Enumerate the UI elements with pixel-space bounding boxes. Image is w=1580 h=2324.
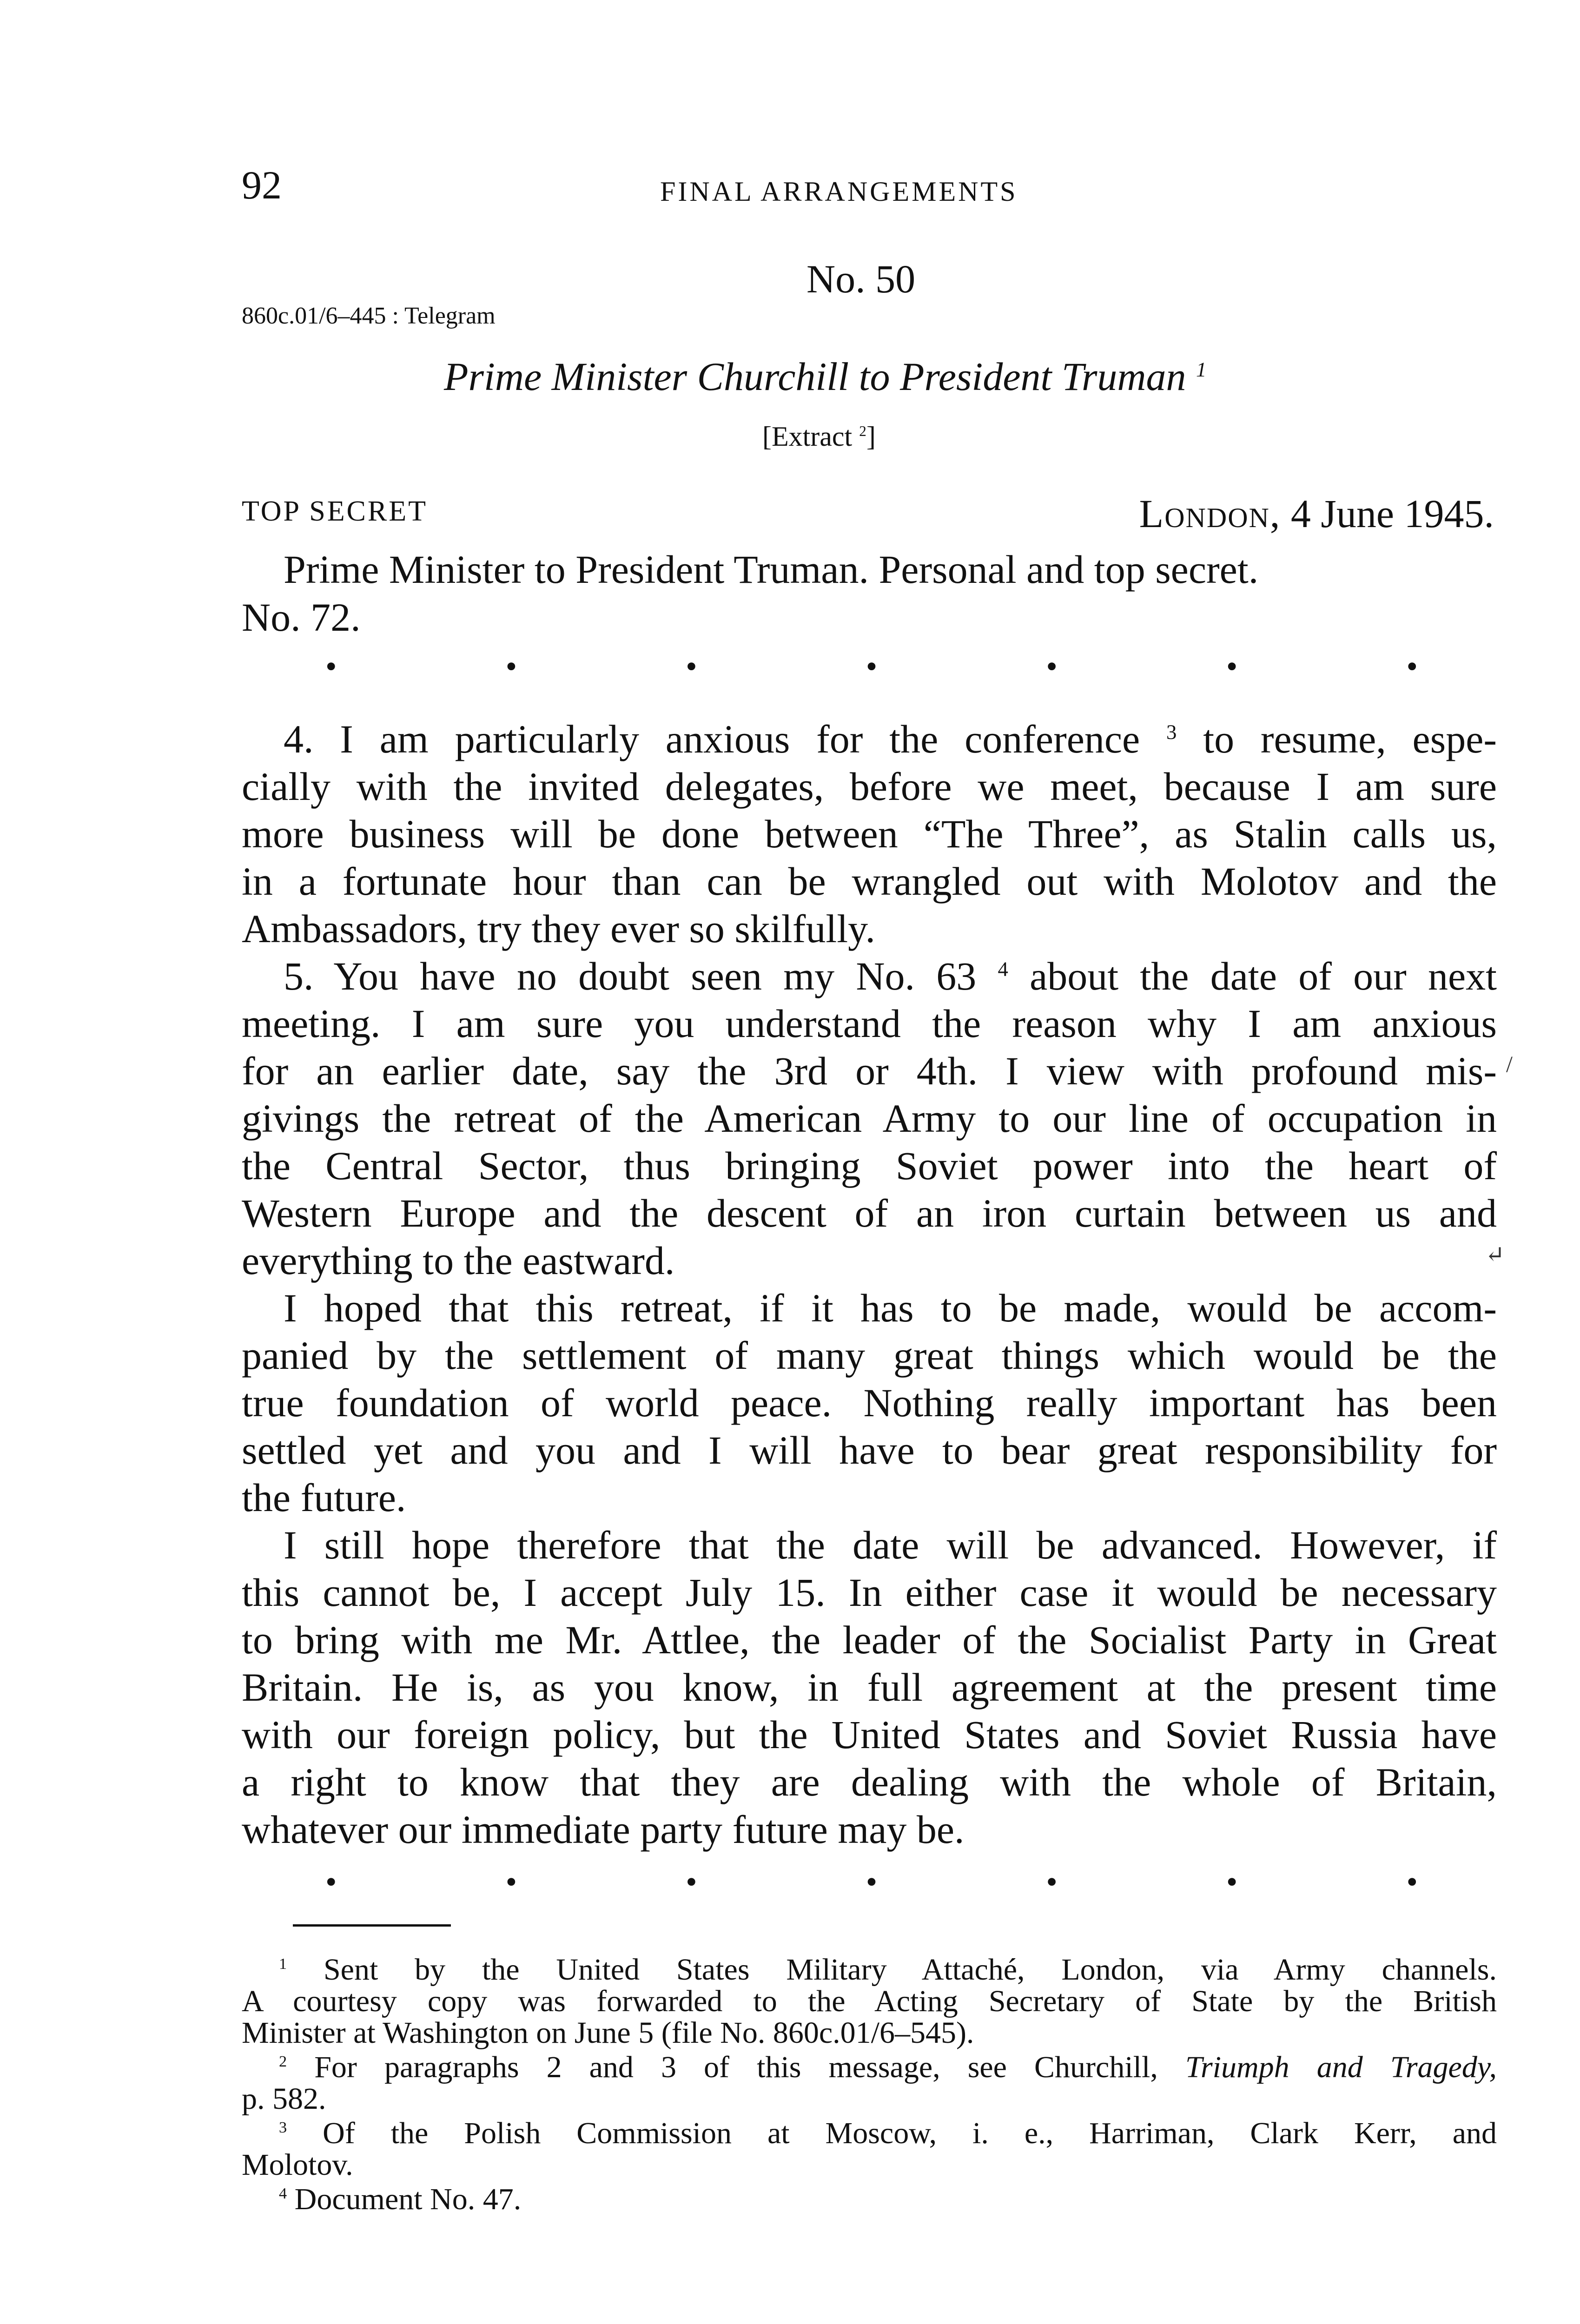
margin-mark: /	[1506, 1051, 1513, 1077]
footnote-rule	[293, 1924, 451, 1927]
footnote-2-line-1	[279, 2050, 1497, 2085]
footnote-marker: 2	[279, 2053, 287, 2070]
paragraph-5-line-5: the Central Sector, thus bringing Soviet power into the heart of	[242, 1143, 1497, 1188]
paragraph-7-line-2: this cannot be, I accept July 15. In either case it would be necessary	[242, 1570, 1497, 1615]
paragraph-4-line-3: more business will be done between “The Three”, as Stalin calls us,	[242, 812, 1497, 856]
text: Sent by the United States Military Attaché, London, via Army channels.	[287, 1953, 1497, 1987]
paragraph-5-line-4: givings the retreat of the American Army to our line of occupation in	[242, 1096, 1497, 1141]
footnote-3-line-2: Molotov.	[242, 2148, 353, 2182]
document-number: No. 50	[807, 257, 916, 301]
ellipsis-row-bottom	[325, 1864, 1418, 1901]
document-heading	[444, 353, 1206, 400]
footnote-ref-3: 3	[1166, 720, 1177, 744]
margin-mark: ↵	[1485, 1241, 1505, 1268]
address-line: Prime Minister to President Truman. Personal and top secret.	[284, 547, 1259, 592]
page-number: 92	[242, 163, 282, 207]
footnote-ref-1: 1	[1196, 357, 1207, 381]
extract-label	[762, 421, 876, 453]
footnote-marker: 4	[279, 2185, 287, 2202]
paragraph-5-line-2: meeting. I am sure you understand the reason why I am anxious	[242, 1001, 1497, 1046]
extract-close: ]	[866, 421, 876, 452]
footnote-marker: 1	[279, 1955, 287, 1973]
footnote-ref-4: 4	[998, 957, 1008, 981]
ellipsis-dot: •	[686, 649, 697, 685]
paragraph-4-line-4: in a fortunate hour than can be wrangled out with Molotov and the	[242, 859, 1497, 904]
text: Of the Polish Commission at Moscow, i. e., Harriman, Clark Kerr, and	[287, 2116, 1497, 2150]
text: Document No. 47.	[287, 2182, 522, 2216]
extract-text: [Extract	[762, 421, 853, 452]
ellipsis-dot: •	[1406, 649, 1418, 685]
footnote-4-line-1	[279, 2182, 1534, 2217]
ellipsis-dot: •	[1046, 1864, 1058, 1900]
paragraph-5-line-7: everything to the eastward.	[242, 1238, 675, 1283]
footnote-1-line-2: A courtesy copy was forwarded to the Acting Secretary of State by the British	[242, 1984, 1497, 2018]
ellipsis-dot: •	[866, 649, 878, 685]
paragraph-6-line-2: panied by the settlement of many great things which would be the	[242, 1333, 1497, 1378]
place: London,	[1139, 491, 1281, 536]
ellipsis-dot: •	[1226, 649, 1238, 685]
message-number: No. 72.	[242, 595, 361, 640]
ellipsis-dot: •	[505, 1864, 517, 1900]
footnote-3-line-1	[279, 2116, 1497, 2151]
paragraph-5-line-3: for an earlier date, say the 3rd or 4th. I view with profound mis-	[242, 1049, 1497, 1093]
paragraph-7-line-6: a right to know that they are dealing with the whole of Britain,	[242, 1760, 1497, 1804]
footnote-1-line-3: Minister at Washington on June 5 (file No. 860c.01/6–545).	[242, 2016, 974, 2050]
ellipsis-dot: •	[325, 649, 337, 685]
paragraph-4-line-5: Ambassadors, try they ever so skilfully.	[242, 906, 876, 951]
paragraph-7-line-3: to bring with me Mr. Attlee, the leader of the Socialist Party in Great	[242, 1618, 1497, 1662]
ellipsis-dot: •	[1226, 1864, 1238, 1900]
paragraph-4-line-1	[284, 716, 1497, 762]
ellipsis-dot: •	[686, 1864, 697, 1900]
footnote-marker: 3	[279, 2119, 287, 2136]
paragraph-6-line-5: the future.	[242, 1475, 406, 1520]
book-title: Triumph and Tragedy,	[1185, 2050, 1497, 2084]
paragraph-4-line-2: cially with the invited delegates, before we meet, because I am sure	[242, 764, 1497, 809]
ellipsis-dot: •	[1046, 649, 1058, 685]
classification: TOP SECRET	[242, 495, 428, 527]
ellipsis-dot: •	[325, 1864, 337, 1900]
running-title: FINAL ARRANGEMENTS	[660, 176, 1018, 207]
text: For paragraphs 2 and 3 of this message, see Churchill,	[287, 2050, 1185, 2084]
date: 4 June 1945.	[1290, 491, 1494, 536]
ellipsis-dot: •	[1406, 1864, 1418, 1900]
paragraph-6-line-1: I hoped that this retreat, if it has to be made, would be accom-	[284, 1286, 1497, 1330]
ellipsis-dot: •	[866, 1864, 878, 1900]
place-date	[1139, 490, 1494, 537]
footnote-2-line-2: p. 582.	[242, 2082, 326, 2116]
paragraph-7-line-7: whatever our immediate party future may be.	[242, 1807, 965, 1852]
paragraph-5-line-6: Western Europe and the descent of an iron curtain between us and	[242, 1191, 1497, 1235]
text: 5. You have no doubt seen my No. 63	[284, 954, 977, 998]
footnote-1-line-1	[279, 1952, 1497, 1987]
paragraph-7-line-5: with our foreign policy, but the United States and Soviet Russia have	[242, 1712, 1497, 1757]
paragraph-6-line-3: true foundation of world peace. Nothing really important has been	[242, 1380, 1497, 1425]
paragraph-6-line-4: settled yet and you and I will have to bear great responsibility for	[242, 1428, 1497, 1472]
paragraph-5-line-1	[284, 953, 1497, 999]
file-reference: 860c.01/6–445 : Telegram	[242, 303, 496, 329]
heading-text: Prime Minister Churchill to President Truman	[444, 354, 1186, 399]
text: 4. I am particularly anxious for the conference	[284, 717, 1140, 761]
paragraph-7-line-4: Britain. He is, as you know, in full agreement at the present time	[242, 1665, 1497, 1710]
text: to resume, espe-	[1177, 717, 1497, 761]
text: about the date of our next	[1008, 954, 1497, 998]
paragraph-7-line-1: I still hope therefore that the date will be advanced. However, if	[284, 1523, 1497, 1567]
ellipsis-dot: •	[505, 649, 517, 685]
ellipsis-row-top	[325, 648, 1418, 686]
footnote-ref-2: 2	[859, 423, 866, 439]
